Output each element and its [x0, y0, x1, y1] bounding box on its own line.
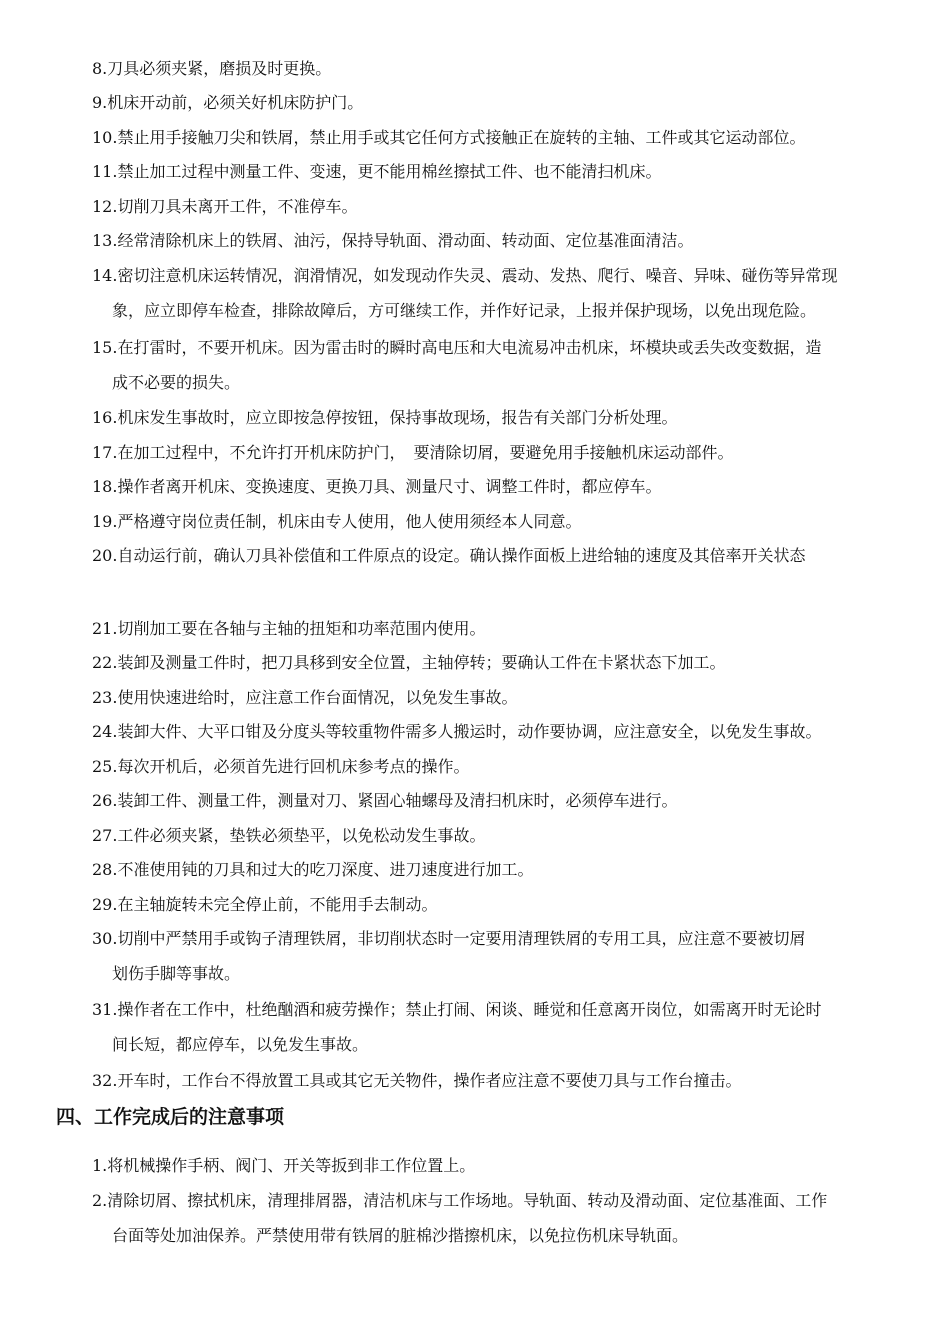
item-text: 不准使用钝的刀具和过大的吃刀深度、进刀速度进行加工。 [117, 860, 534, 879]
item-number: 17. [92, 443, 118, 462]
item-text: 装卸工件、测量工件，测量对刀、紧固心轴螺母及清扫机床时，必须停车进行。 [117, 791, 678, 810]
item-text: 操作者在工作中，杜绝酗酒和疲劳操作；禁止打闹、闲谈、睡觉和任意离开岗位，如需离开时无论时 [117, 1000, 822, 1019]
list-item [92, 853, 897, 888]
item-text: 禁止用手接触刀尖和铁屑，禁止用手或其它任何方式接触正在旋转的主轴、工件或其它运动部位。 [117, 128, 806, 147]
item-number: 29. [92, 895, 118, 914]
list-item [92, 259, 897, 328]
item-text: 操作者离开机床、变换速度、更换刀具、测量尺寸、调整工件时，都应停车。 [117, 477, 662, 496]
item-number: 8. [92, 59, 108, 78]
list-item [92, 1064, 897, 1099]
item-text: 每次开机后，必须首先进行回机床参考点的操作。 [117, 757, 470, 776]
item-number: 22. [92, 653, 118, 672]
list-item [92, 224, 897, 259]
item-number: 9. [92, 93, 108, 112]
item-text: 切削刀具未离开工件，不准停车。 [117, 197, 358, 216]
item-text: 严格遵守岗位责任制，机床由专人使用，他人使用须经本人同意。 [117, 512, 582, 531]
list-item [92, 86, 897, 121]
list-item [92, 505, 897, 540]
item-number: 31. [92, 1000, 118, 1019]
item-text: 机床开动前，必须关好机床防护门。 [107, 93, 364, 112]
list-item [92, 436, 897, 471]
list-item [92, 646, 897, 681]
item-text-continuation: 划伤手脚等事故。 [112, 963, 241, 983]
item-text-continuation: 间长短，都应停车，以免发生事故。 [112, 1034, 369, 1054]
item-number: 20. [92, 546, 118, 565]
list-item [92, 331, 897, 400]
item-text-continuation: 成不必要的损失。 [112, 372, 241, 392]
item-number: 28. [92, 860, 118, 879]
item-text: 装卸及测量工件时，把刀具移到安全位置，主轴停转；要确认工件在卡紧状态下加工。 [117, 653, 726, 672]
section-heading: 四、工作完成后的注意事项 [56, 1106, 285, 1128]
item-text: 在打雷时，不要开机床。因为雷击时的瞬时高电压和大电流易冲击机床，坏模块或丢失改变数据，造 [117, 338, 822, 357]
list-item [92, 121, 897, 156]
item-number: 30. [92, 929, 118, 948]
item-number: 18. [92, 477, 118, 496]
item-text: 切削中严禁用手或钩子清理铁屑，非切削状态时一定要用清理铁屑的专用工具，应注意不要被切屑 [117, 929, 806, 948]
list-item [92, 993, 897, 1062]
item-text: 在加工过程中，不允许打开机床防护门， 要清除切屑，要避免用手接触机床运动部件。 [117, 443, 734, 462]
item-text: 密切注意机床运转情况，润滑情况，如发现动作失灵、震动、发热、爬行、噪音、异味、碰伤等异常现 [117, 266, 838, 285]
item-text: 清除切屑、擦拭机床，清理排屑器，清洁机床与工作场地。导轨面、转动及滑动面、定位基准面、工作 [107, 1191, 828, 1210]
list-item [92, 888, 897, 923]
item-number: 27. [92, 826, 118, 845]
item-number: 32. [92, 1071, 118, 1090]
list-item [92, 401, 897, 436]
item-text: 在主轴旋转未完全停止前，不能用手去制动。 [117, 895, 438, 914]
item-text: 装卸大件、大平口钳及分度头等较重物件需多人搬运时，动作要协调，应注意安全，以免发生事故。 [117, 722, 822, 741]
item-number: 21. [92, 619, 118, 638]
list-item [92, 1184, 897, 1253]
list-item [92, 612, 897, 647]
list-item [92, 1149, 897, 1184]
list-item [92, 190, 897, 225]
list-item [92, 715, 897, 750]
item-number: 12. [92, 197, 118, 216]
item-text-continuation: 象，应立即停车检查，排除故障后，方可继续工作，并作好记录，上报并保护现场，以免出现危险。 [112, 300, 817, 320]
item-text: 刀具必须夹紧，磨损及时更换。 [107, 59, 332, 78]
item-text: 开车时，工作台不得放置工具或其它无关物件，操作者应注意不要使刀具与工作台撞击。 [117, 1071, 742, 1090]
item-text: 工件必须夹紧，垫铁必须垫平，以免松动发生事故。 [117, 826, 486, 845]
item-number: 11. [92, 162, 118, 181]
item-number: 26. [92, 791, 118, 810]
item-number: 16. [92, 408, 118, 427]
item-text: 自动运行前，确认刀具补偿值和工件原点的设定。确认操作面板上进给轴的速度及其倍率开关状态 [117, 546, 806, 565]
item-text: 机床发生事故时，应立即按急停按钮，保持事故现场，报告有关部门分析处理。 [117, 408, 678, 427]
item-number: 25. [92, 757, 118, 776]
item-number: 24. [92, 722, 118, 741]
list-item [92, 155, 897, 190]
item-text: 将机械操作手柄、阀门、开关等扳到非工作位置上。 [107, 1156, 476, 1175]
list-item [92, 819, 897, 854]
item-number: 13. [92, 231, 118, 250]
item-number: 23. [92, 688, 118, 707]
list-item [92, 470, 897, 505]
list-item [92, 681, 897, 716]
item-number: 1. [92, 1156, 108, 1175]
item-text-continuation: 台面等处加油保养。严禁使用带有铁屑的脏棉沙揩擦机床，以免拉伤机床导轨面。 [112, 1225, 689, 1245]
list-item [92, 784, 897, 819]
item-number: 15. [92, 338, 118, 357]
list-item [92, 922, 897, 991]
list-item [92, 539, 897, 574]
item-text: 切削加工要在各轴与主轴的扭矩和功率范围内使用。 [117, 619, 486, 638]
item-number: 10. [92, 128, 118, 147]
item-text: 禁止加工过程中测量工件、变速，更不能用棉丝擦拭工件、也不能清扫机床。 [117, 162, 662, 181]
list-item [92, 750, 897, 785]
item-text: 使用快速进给时，应注意工作台面情况，以免发生事故。 [117, 688, 518, 707]
item-number: 19. [92, 512, 118, 531]
item-number: 14. [92, 266, 118, 285]
item-number: 2. [92, 1191, 108, 1210]
list-item [92, 52, 897, 87]
item-text: 经常清除机床上的铁屑、油污，保持导轨面、滑动面、转动面、定位基准面清洁。 [117, 231, 694, 250]
